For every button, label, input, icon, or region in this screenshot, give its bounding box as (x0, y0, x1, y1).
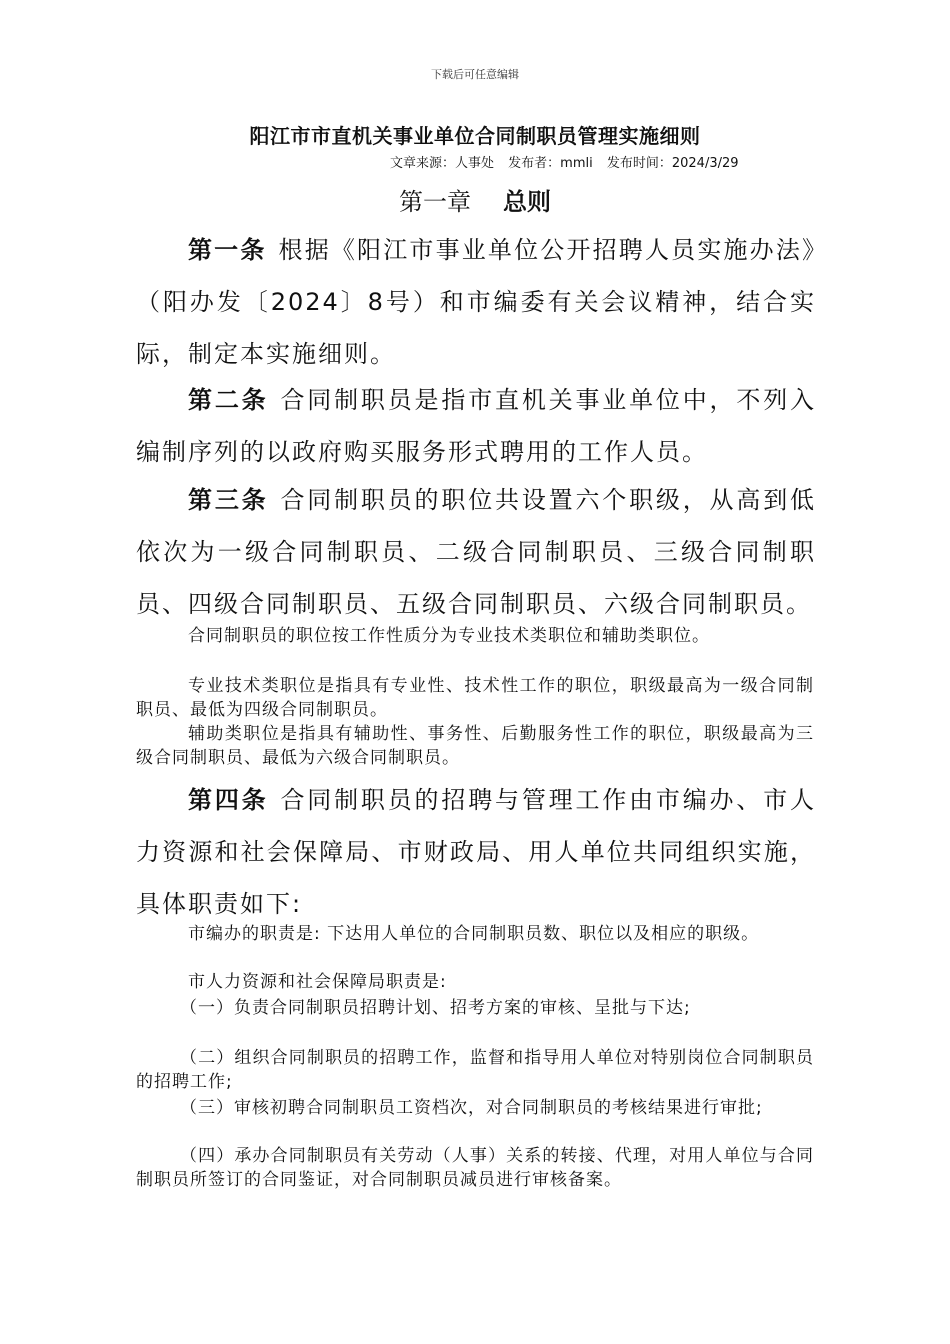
meta-source: 文章来源：人事处 (390, 156, 495, 171)
article-1-text: 根据《阳江市事业单位公开招聘人员实施办法》（阳办发〔2024〕8号）和市编委有关会议精神，结合实际，制定本实施细则。 (136, 236, 817, 368)
article-2-text: 合同制职员是指市直机关事业单位中，不列入编制序列的以政府购买服务形式聘用的工作人员。 (136, 386, 817, 466)
chapter-heading (0, 182, 950, 217)
article-2 (136, 374, 816, 478)
article-4-item-3: （三）审核初聘合同制职员工资档次，对合同制职员的考核结果进行审批; (180, 1098, 763, 1118)
article-meta (390, 152, 749, 171)
article-4-item-4: （四）承办合同制职员有关劳动（人事）关系的转接、代理，对用人单位与合同制职员所签订的合同鉴证，对合同制职员减员进行审核备案。 (136, 1146, 814, 1190)
article-2-label: 第二条 (188, 386, 269, 414)
article-1 (136, 224, 816, 380)
meta-publisher: 发布者：mmli (508, 156, 593, 171)
header-note: 下载后可任意编辑 (431, 68, 519, 81)
article-3-paragraph-3: 辅助类职位是指具有辅助性、事务性、后勤服务性工作的职位，职级最高为三级合同制职员、最低为六级合同制职员。 (136, 724, 814, 768)
article-4-label: 第四条 (188, 786, 269, 814)
article-4-paragraph-2: 市人力资源和社会保障局职责是: (188, 972, 447, 992)
article-4-item-1: （一）负责合同制职员招聘计划、招考方案的审核、呈批与下达; (180, 998, 691, 1018)
article-3 (136, 474, 816, 630)
meta-time: 发布时间：2024/3/29 (606, 156, 739, 171)
article-4-item-2: （二）组织合同制职员的招聘工作，监督和指导用人单位对特别岗位合同制职员的招聘工作; (136, 1048, 814, 1092)
article-4-paragraph-1: 市编办的职责是: 下达用人单位的合同制职员数、职位以及相应的职级。 (188, 924, 760, 944)
document-title: 阳江市市直机关事业单位合同制职员管理实施细则 (249, 124, 701, 148)
article-3-label: 第三条 (188, 486, 269, 514)
chapter-number: 第一章 (399, 188, 471, 216)
article-3-paragraph-1: 合同制职员的职位按工作性质分为专业技术类职位和辅助类职位。 (188, 626, 710, 646)
article-1-label: 第一条 (188, 236, 267, 264)
article-4 (136, 774, 816, 930)
chapter-name: 总则 (503, 188, 551, 216)
article-4-text: 合同制职员的招聘与管理工作由市编办、市人力资源和社会保障局、市财政局、用人单位共同组织实施，具体职责如下: (136, 786, 817, 918)
article-3-paragraph-2: 专业技术类职位是指具有专业性、技术性工作的职位，职级最高为一级合同制职员、最低为四级合同制职员。 (136, 676, 814, 720)
article-3-text: 合同制职员的职位共设置六个职级，从高到低依次为一级合同制职员、二级合同制职员、三级合同制职员、四级合同制职员、五级合同制职员、六级合同制职员。 (136, 486, 817, 618)
